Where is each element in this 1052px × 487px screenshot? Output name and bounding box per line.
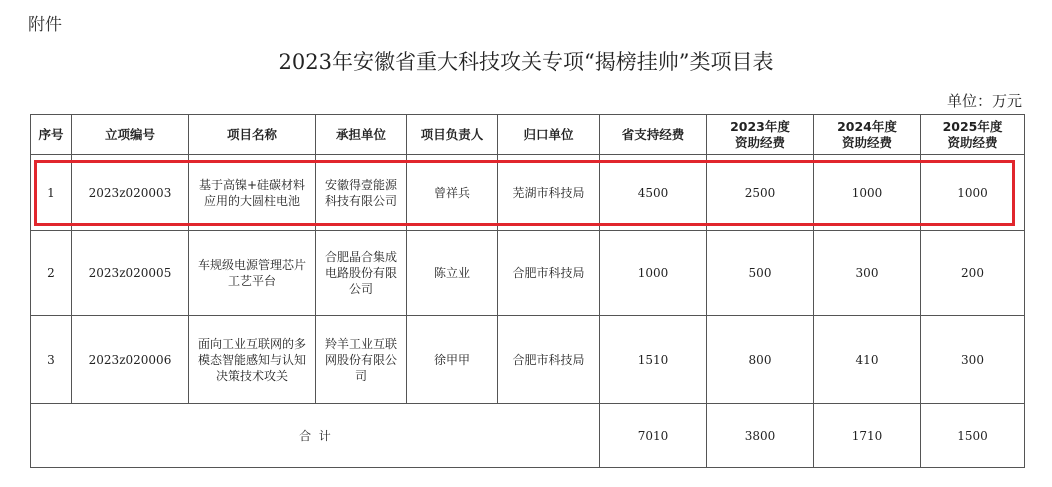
cell-provincial-funding: 4500 xyxy=(600,155,707,231)
document-title: 2023年安徽省重大科技攻关专项“揭榜挂帅”类项目表 xyxy=(278,50,774,74)
header-cell: 省支持经费 xyxy=(600,115,707,155)
total-provincial-funding: 7010 xyxy=(600,404,707,468)
cell-organization: 羚羊工业互联网股份有限公司 xyxy=(316,316,407,404)
attachment-label: 附件 xyxy=(28,15,62,35)
cell-funding-2023: 800 xyxy=(707,316,814,404)
cell-leader: 陈立业 xyxy=(407,231,498,316)
table-row xyxy=(31,155,1025,231)
header-cell: 2024年度 资助经费 xyxy=(814,115,921,155)
header-cell: 项目名称 xyxy=(189,115,316,155)
header-cell: 2023年度 资助经费 xyxy=(707,115,814,155)
cell-index: 2 xyxy=(31,231,72,316)
cell-project-code: 2023z020006 xyxy=(72,316,189,404)
cell-index: 1 xyxy=(31,155,72,231)
cell-project-name: 车规级电源管理芯片工艺平台 xyxy=(189,231,316,316)
cell-project-name: 基于高镍+硅碳材料应用的大圆柱电池 xyxy=(189,155,316,231)
total-label: 合 计 xyxy=(31,404,600,468)
cell-index: 3 xyxy=(31,316,72,404)
cell-authority: 合肥市科技局 xyxy=(498,231,600,316)
header-cell: 序号 xyxy=(31,115,72,155)
cell-provincial-funding: 1510 xyxy=(600,316,707,404)
header-row xyxy=(31,115,1025,155)
cell-project-code: 2023z020003 xyxy=(72,155,189,231)
cell-organization: 安徽得壹能源科技有限公司 xyxy=(316,155,407,231)
cell-project-code: 2023z020005 xyxy=(72,231,189,316)
cell-funding-2025: 1000 xyxy=(921,155,1025,231)
header-cell: 项目负责人 xyxy=(407,115,498,155)
cell-funding-2025: 200 xyxy=(921,231,1025,316)
cell-funding-2023: 2500 xyxy=(707,155,814,231)
cell-authority: 合肥市科技局 xyxy=(498,316,600,404)
cell-funding-2023: 500 xyxy=(707,231,814,316)
total-funding-2023: 3800 xyxy=(707,404,814,468)
project-table xyxy=(30,114,1025,468)
total-funding-2025: 1500 xyxy=(921,404,1025,468)
cell-leader: 曾祥兵 xyxy=(407,155,498,231)
header-cell: 立项编号 xyxy=(72,115,189,155)
total-row xyxy=(31,404,1025,468)
cell-provincial-funding: 1000 xyxy=(600,231,707,316)
header-cell: 2025年度 资助经费 xyxy=(921,115,1025,155)
table-row xyxy=(31,316,1025,404)
cell-funding-2024: 410 xyxy=(814,316,921,404)
cell-leader: 徐甲甲 xyxy=(407,316,498,404)
total-funding-2024: 1710 xyxy=(814,404,921,468)
cell-funding-2024: 300 xyxy=(814,231,921,316)
cell-organization: 合肥晶合集成电路股份有限公司 xyxy=(316,231,407,316)
cell-funding-2025: 300 xyxy=(921,316,1025,404)
cell-funding-2024: 1000 xyxy=(814,155,921,231)
unit-label: 单位：万元 xyxy=(946,92,1022,110)
header-cell: 承担单位 xyxy=(316,115,407,155)
cell-authority: 芜湖市科技局 xyxy=(498,155,600,231)
table-row xyxy=(31,231,1025,316)
cell-project-name: 面向工业互联网的多模态智能感知与认知决策技术攻关 xyxy=(189,316,316,404)
header-cell: 归口单位 xyxy=(498,115,600,155)
